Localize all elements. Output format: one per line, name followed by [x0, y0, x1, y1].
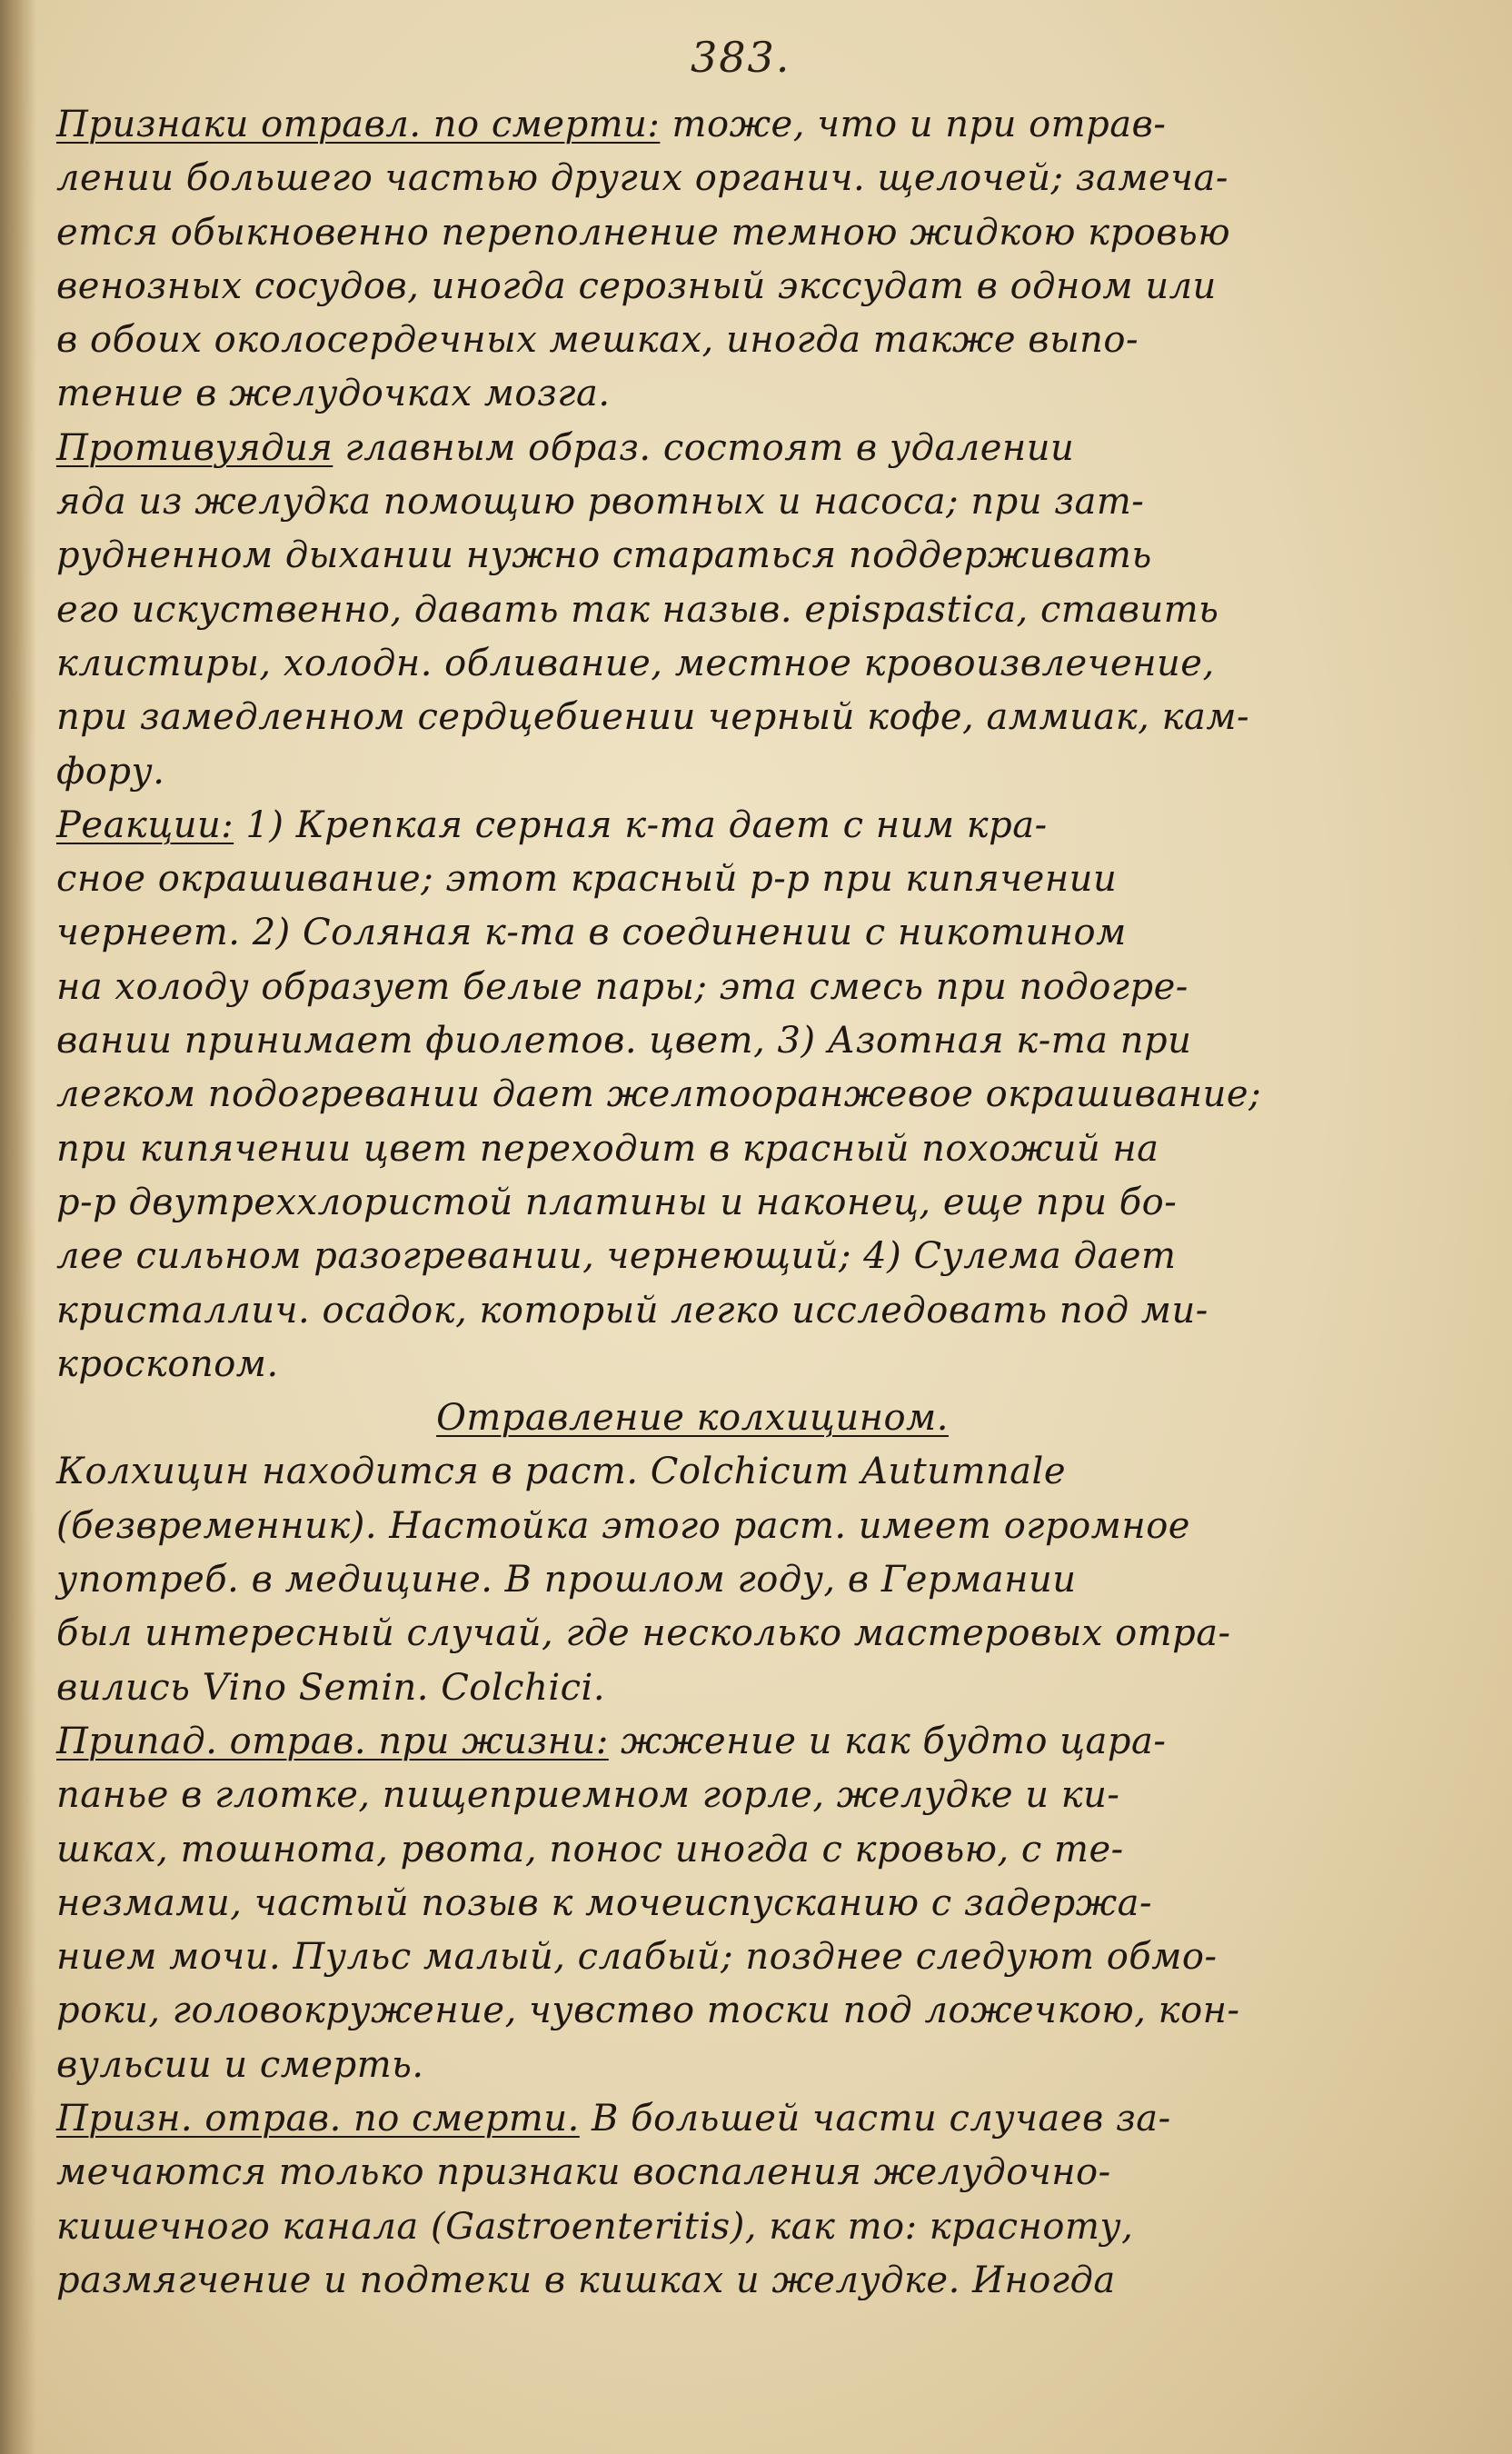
- page-binding-shadow: [0, 0, 36, 2454]
- text-line: был интересный случай, где несколько мастеровых отра-: [56, 1612, 1231, 1655]
- text-line: размягчение и подтеки в кишках и желудке. Иногда: [56, 2259, 1116, 2301]
- text-line: [56, 98, 1365, 152]
- heading-signs-after-death-2: Призн. отрав. по смерти.: [56, 2097, 580, 2140]
- text-line: Колхицин находится в раст. Colchicum Autumnale: [56, 1451, 1066, 1493]
- text-line: его искуственно, давать так назыв. epispastica, ставить: [56, 588, 1219, 631]
- text-line: кроскопом.: [56, 1342, 279, 1385]
- text-line: роки, головокружение, чувство тоски под ложечкою, кон-: [56, 1990, 1240, 2032]
- text-line: на холоду образует белые пары; эта смесь при подогре-: [56, 965, 1189, 1008]
- text-line: нием мочи. Пульс малый, слабый; позднее следуют обмо-: [56, 1936, 1218, 1979]
- text-line: кристаллич. осадок, который легко исследовать под ми-: [56, 1289, 1209, 1332]
- text-line: употреб. в медицине. В прошлом году, в Германии: [56, 1559, 1077, 1601]
- text-line: кишечного канала (Gastroenteritis), как то: красноту,: [56, 2205, 1134, 2248]
- text-line: панье в глотке, пищеприемном горле, желудке и ки-: [56, 1774, 1120, 1817]
- text-line: фору.: [56, 750, 165, 793]
- text-line: мечаются только признаки воспаления желудочно-: [56, 2151, 1111, 2194]
- text-fragment: 1) Крепкая серная к-та дает с ним кра-: [234, 803, 1048, 846]
- text-line: в обоих околосердечных мешках, иногда также выпо-: [56, 319, 1139, 362]
- heading-symptoms-during-life: Припад. отрав. при жизни:: [56, 1720, 609, 1762]
- text-line: венозных сосудов, иногда серозный экссудат в одном или: [56, 264, 1217, 307]
- section-title: [56, 1392, 1365, 1445]
- heading-reactions: Реакции:: [56, 803, 234, 846]
- text-fragment: жжение и как будто цара-: [608, 1720, 1167, 1762]
- text-line: яда из желудка помощию рвотных и насоса; при зат-: [56, 481, 1145, 524]
- text-line: шках, тошнота, рвота, понос иногда с кровью, с те-: [56, 1828, 1124, 1870]
- page-text: [56, 98, 1365, 2308]
- section-title-text: Отравление колхицином.: [436, 1397, 949, 1440]
- text-line: р-р двутреххлористой платины и наконец, еще при бо-: [56, 1181, 1178, 1223]
- text-line: при кипячении цвет переходит в красный похожий на: [56, 1127, 1159, 1170]
- heading-signs-after-death: Признаки отравл. по смерти:: [56, 104, 661, 145]
- text-line: вульсии и смерть.: [56, 2043, 424, 2086]
- page-number: 383.: [691, 33, 791, 82]
- text-line: [56, 422, 1365, 475]
- text-line: вании принимает фиолетов. цвет, 3) Азотная к-та при: [56, 1020, 1192, 1062]
- heading-antidotes: Противуядия: [56, 426, 333, 469]
- text-line: рудненном дыхании нужно стараться поддерживать: [56, 534, 1152, 577]
- text-line: [56, 799, 1365, 853]
- text-line: сное окрашивание; этот красный р-р при кипячении: [56, 858, 1118, 901]
- text-line: [56, 2092, 1365, 2146]
- text-line: [56, 1715, 1365, 1769]
- text-fragment: тоже, что и при отрав-: [660, 104, 1167, 145]
- text-line: легком подогревании дает желтооранжевое окрашивание;: [56, 1073, 1262, 1116]
- text-fragment: В большей части случаев за-: [579, 2097, 1171, 2140]
- text-line: лее сильном разогревании, чернеющий; 4) Сулема дает: [56, 1235, 1177, 1278]
- text-line: вились Vino Semin. Colchici.: [56, 1666, 606, 1709]
- text-line: при замедленном сердцебиении черный кофе, аммиак, кам-: [56, 696, 1249, 739]
- text-line: клистиры, холодн. обливание, местное кровоизвлечение,: [56, 642, 1215, 684]
- text-fragment: главным образ. состоят в удалении: [333, 426, 1075, 469]
- text-line: чернеет. 2) Соляная к-та в соединении с никотином: [56, 912, 1127, 954]
- text-line: ется обыкновенно переполнение темною жидкою кровью: [56, 211, 1231, 254]
- text-line: (безвременник). Настойка этого раст. имеет огромное: [56, 1504, 1190, 1547]
- text-line: лении большего частью других органич. щелочей; замеча-: [56, 157, 1228, 200]
- text-line: незмами, частый позыв к мочеиспусканию с задержа-: [56, 1881, 1153, 1924]
- text-line: тение в желудочках мозга.: [56, 373, 611, 415]
